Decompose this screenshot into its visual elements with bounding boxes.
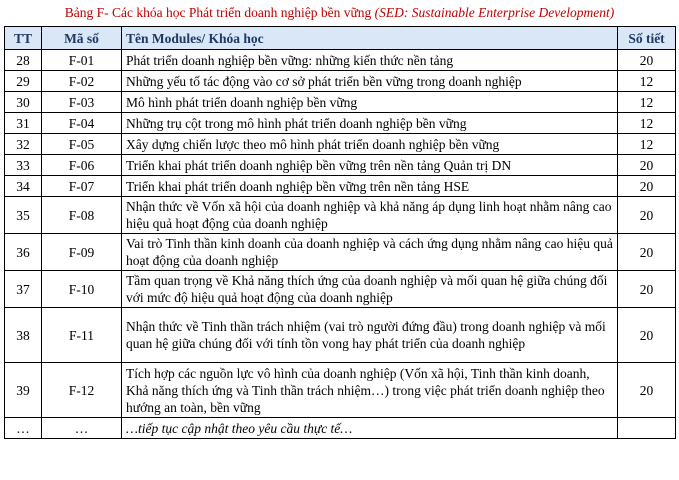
header-tt: TT <box>5 27 42 50</box>
row-name: Tầm quan trọng về Khả năng thích ứng của doanh nghiệp và mối quan hệ giữa chúng đối với mức độ hiệu quả hoạt động của doanh nghiệp <box>122 271 618 308</box>
caption-subtitle: (SED: Sustainable Enterprise Development) <box>374 5 615 20</box>
row-code: F-04 <box>42 113 122 134</box>
table-row-continuation <box>5 418 676 439</box>
row-name: Vai trò Tinh thần kinh doanh của doanh nghiệp và cách ứng dụng nhằm nâng cao hiệu quả hoạt động của doanh nghiệp <box>122 234 618 271</box>
row-tt: … <box>5 418 42 439</box>
table-row <box>5 363 676 418</box>
row-code: F-10 <box>42 271 122 308</box>
row-name: Những yếu tố tác động vào cơ sở phát triển bền vững trong doanh nghiệp <box>122 71 618 92</box>
table-row <box>5 197 676 234</box>
row-tt: 37 <box>5 271 42 308</box>
row-code: F-11 <box>42 308 122 363</box>
header-hours: Số tiết <box>618 27 676 50</box>
row-tt: 31 <box>5 113 42 134</box>
table-row <box>5 271 676 308</box>
row-hours: 20 <box>618 176 676 197</box>
row-tt: 28 <box>5 50 42 71</box>
caption-title: Bảng F- Các khóa học Phát triển doanh nghiệp bền vững <box>64 5 375 20</box>
row-code: F-07 <box>42 176 122 197</box>
table-row <box>5 71 676 92</box>
table-row <box>5 92 676 113</box>
row-name: Những trụ cột trong mô hình phát triển doanh nghiệp bền vững <box>122 113 618 134</box>
row-code: … <box>42 418 122 439</box>
courses-table <box>4 26 676 439</box>
row-tt: 38 <box>5 308 42 363</box>
row-tt: 29 <box>5 71 42 92</box>
table-row <box>5 113 676 134</box>
row-hours: 20 <box>618 363 676 418</box>
row-hours: 12 <box>618 71 676 92</box>
row-name: Nhận thức về Tinh thần trách nhiệm (vai trò người đứng đầu) trong doanh nghiệp và mối quan hệ giữa chúng đối với tính tồn vong hay phát triển của doanh nghiệp <box>122 308 618 363</box>
row-hours: 20 <box>618 234 676 271</box>
row-code: F-03 <box>42 92 122 113</box>
row-code: F-08 <box>42 197 122 234</box>
row-code: F-12 <box>42 363 122 418</box>
row-name: Phát triển doanh nghiệp bền vững: những kiến thức nền tảng <box>122 50 618 71</box>
row-name: Nhận thức về Vốn xã hội của doanh nghiệp và khả năng áp dụng linh hoạt nhằm nâng cao hiệu quả hoạt động của doanh nghiệp <box>122 197 618 234</box>
table-row <box>5 134 676 155</box>
row-name: Mô hình phát triển doanh nghiệp bền vững <box>122 92 618 113</box>
row-tt: 34 <box>5 176 42 197</box>
row-hours: 20 <box>618 308 676 363</box>
table-row <box>5 308 676 363</box>
row-name: Triển khai phát triển doanh nghiệp bền vững trên nền tảng HSE <box>122 176 618 197</box>
row-code: F-02 <box>42 71 122 92</box>
row-tt: 32 <box>5 134 42 155</box>
header-code: Mã số <box>42 27 122 50</box>
row-code: F-09 <box>42 234 122 271</box>
row-name: …tiếp tục cập nhật theo yêu cầu thực tế… <box>122 418 618 439</box>
row-hours: 20 <box>618 197 676 234</box>
table-row <box>5 234 676 271</box>
row-hours: 12 <box>618 113 676 134</box>
row-hours: 20 <box>618 271 676 308</box>
table-header-row <box>5 27 676 50</box>
row-hours: 20 <box>618 50 676 71</box>
row-hours <box>618 418 676 439</box>
row-tt: 39 <box>5 363 42 418</box>
row-tt: 33 <box>5 155 42 176</box>
table-row <box>5 155 676 176</box>
table-row <box>5 176 676 197</box>
row-hours: 12 <box>618 92 676 113</box>
table-row <box>5 50 676 71</box>
row-code: F-06 <box>42 155 122 176</box>
row-name: Triển khai phát triển doanh nghiệp bền vững trên nền tảng Quản trị DN <box>122 155 618 176</box>
row-name: Xây dựng chiến lược theo mô hình phát triển doanh nghiệp bền vững <box>122 134 618 155</box>
row-hours: 20 <box>618 155 676 176</box>
row-tt: 35 <box>5 197 42 234</box>
row-hours: 12 <box>618 134 676 155</box>
table-caption <box>0 4 679 22</box>
row-code: F-05 <box>42 134 122 155</box>
row-code: F-01 <box>42 50 122 71</box>
header-name: Tên Modules/ Khóa học <box>122 27 618 50</box>
row-tt: 30 <box>5 92 42 113</box>
row-tt: 36 <box>5 234 42 271</box>
row-name: Tích hợp các nguồn lực vô hình của doanh nghiệp (Vốn xã hội, Tinh thần kinh doanh, Khả năng thích ứng và Tinh thần trách nhiệm…) trong việc phát triển doanh nghiệp theo hướng an toàn, bền vững <box>122 363 618 418</box>
